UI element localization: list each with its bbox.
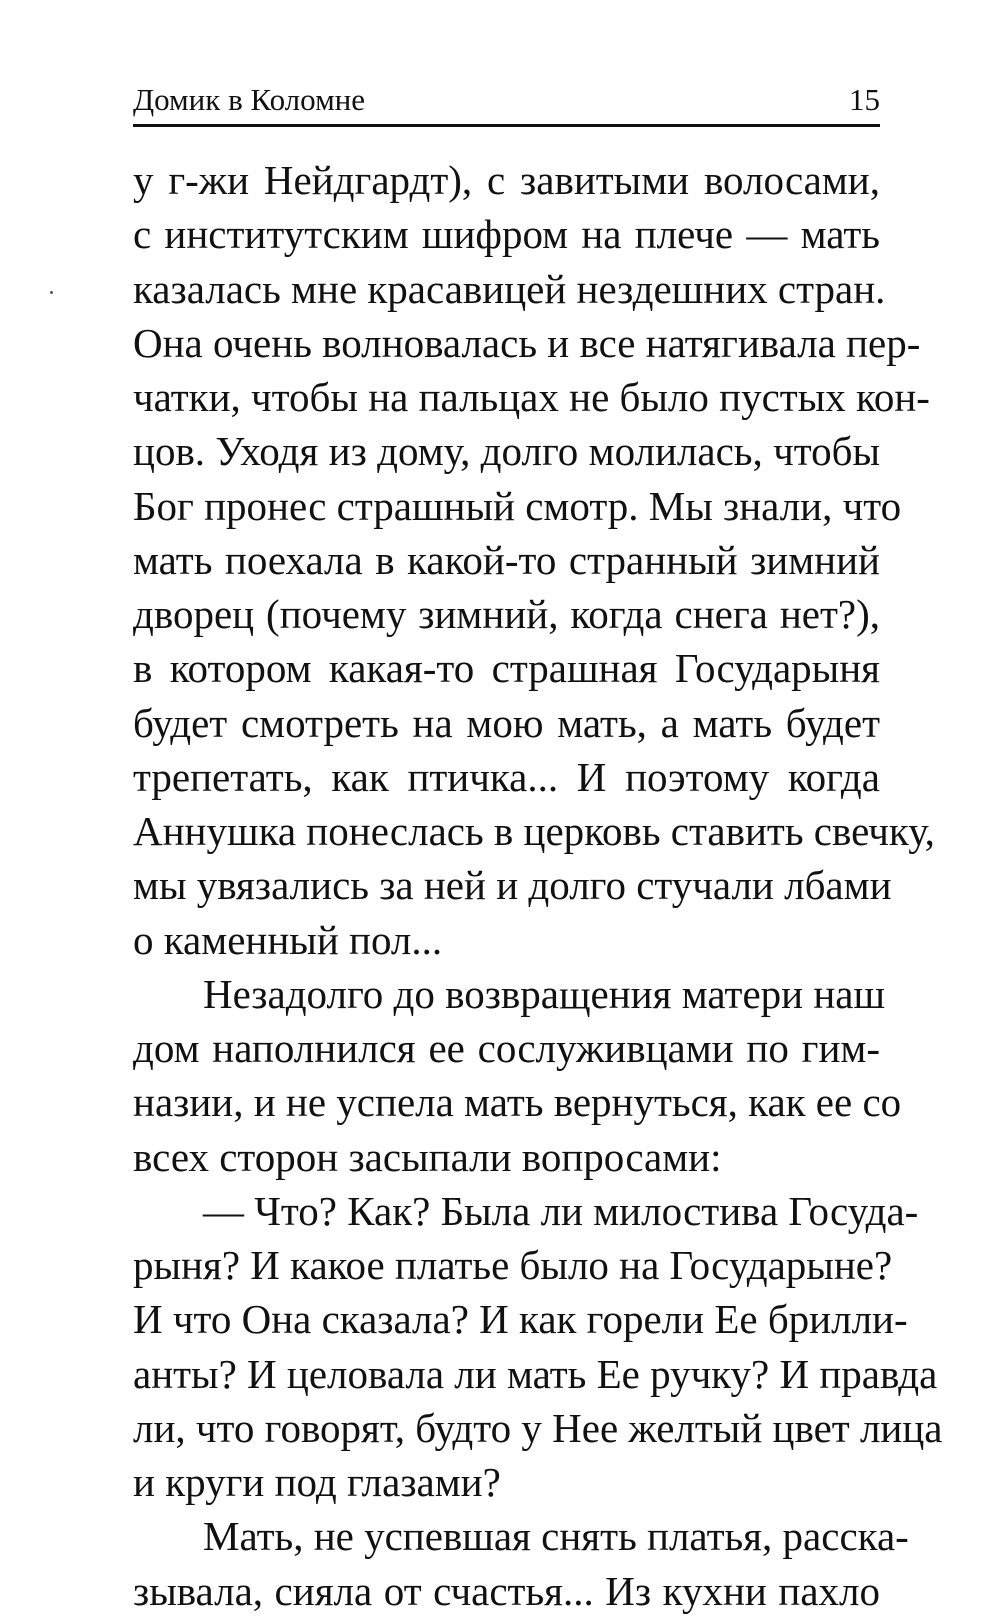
body-text bbox=[133, 155, 943, 1620]
text-line: зывала, сияла от счастья... Из кухни пахло bbox=[133, 1567, 880, 1614]
text-line: с институтским шифром на плече — мать bbox=[133, 211, 880, 258]
text-line: чатки, чтобы на пальцах не было пустых кон- bbox=[133, 374, 930, 420]
text-line: мать поехала в какой-то странный зимний bbox=[133, 536, 880, 583]
print-speck bbox=[50, 291, 53, 294]
paragraph-end-line: всех сторон засыпали вопросами: bbox=[133, 1133, 722, 1180]
text-line: Бог пронес страшный смотр. Мы знали, что bbox=[133, 482, 902, 529]
text-line: анты? И целовала ли мать Ее ручку? И правда bbox=[133, 1350, 938, 1397]
text-line: дом наполнился ее сослуживцами по гим- bbox=[133, 1025, 880, 1071]
text-line: И что Она сказала? И как горели Ее брилли- bbox=[133, 1296, 908, 1343]
text-line: Она очень волновалась и все натягивала пер- bbox=[133, 319, 921, 366]
paragraph-start-line: Мать, не успевшая снять платья, расска- bbox=[203, 1513, 909, 1560]
text-line: дворец (почему зимний, когда снега нет?), bbox=[133, 591, 880, 637]
running-title: Домик в Коломне bbox=[133, 82, 366, 117]
text-line: будет смотреть на мою мать, а мать будет bbox=[133, 699, 880, 746]
page-number: 15 bbox=[849, 82, 880, 117]
text-line: казалась мне красавицей нездешних стран. bbox=[133, 265, 886, 312]
text-line: трепетать, как птичка... И поэтому когда bbox=[133, 753, 880, 800]
text-line: мы увязались за ней и долго стучали лбами bbox=[133, 862, 892, 909]
paragraph-start-line: Незадолго до возвращения матери наш bbox=[203, 970, 886, 1017]
paragraph-end-line: и круги под глазами? bbox=[133, 1459, 501, 1505]
text-line: ли, что говорят, будто у Нее желтый цвет лица bbox=[133, 1404, 943, 1451]
paragraph-end-line: о каменный пол... bbox=[133, 916, 443, 963]
text-line: в котором какая-то страшная Государыня bbox=[133, 645, 880, 692]
text-line: у г-жи Нейдгардт), с завитыми волосами, bbox=[133, 157, 880, 203]
text-line: Аннушка понеслась в церковь ставить свечку, bbox=[133, 808, 935, 854]
text-line: рыня? И какое платье было на Государыне? bbox=[133, 1242, 893, 1288]
text-line: цов. Уходя из дому, долго молилась, чтобы bbox=[133, 428, 880, 475]
running-header bbox=[133, 80, 880, 127]
text-line: назии, и не успела мать вернуться, как ее со bbox=[133, 1079, 902, 1126]
dialogue-start-line: — Что? Как? Была ли милостива Госуда- bbox=[203, 1187, 919, 1234]
